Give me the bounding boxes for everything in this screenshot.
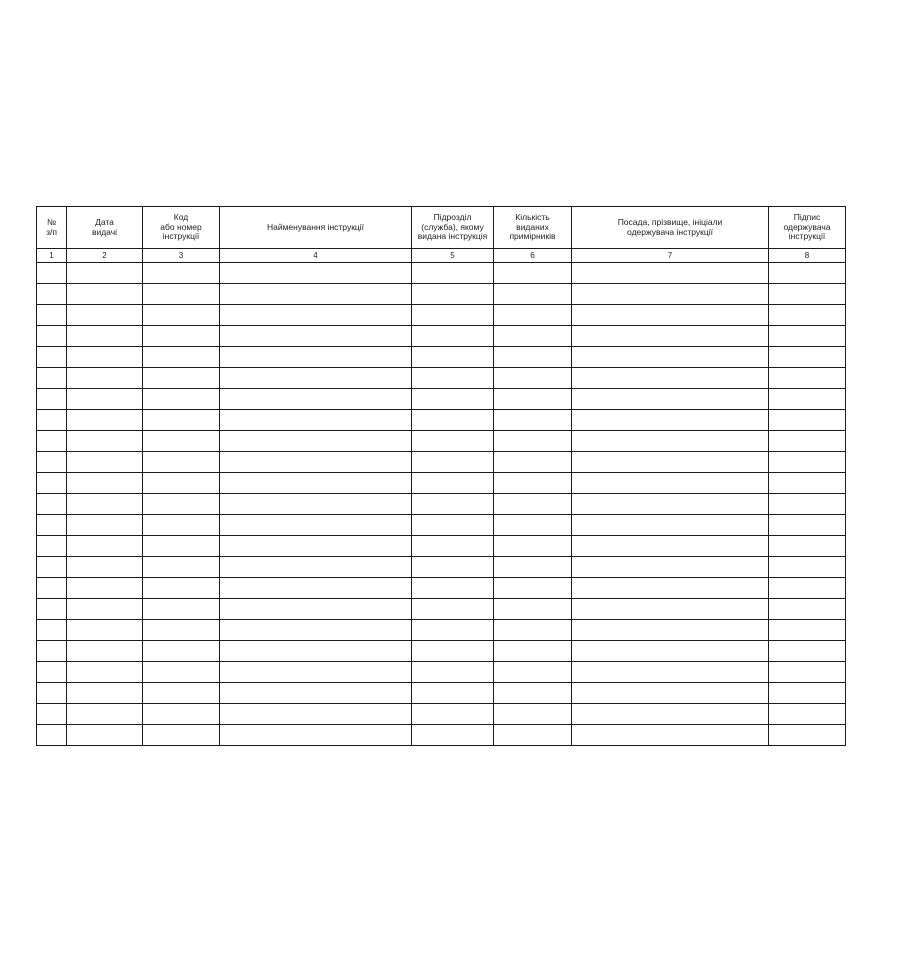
table-cell [572, 347, 769, 368]
table-cell [572, 704, 769, 725]
column-number: 7 [572, 249, 769, 263]
column-number: 5 [412, 249, 494, 263]
table-cell [494, 347, 572, 368]
table-cell [769, 284, 846, 305]
table-cell [769, 326, 846, 347]
table-cell [143, 284, 220, 305]
table-cell [769, 494, 846, 515]
table-cell [220, 683, 412, 704]
table-cell [143, 368, 220, 389]
table-cell [67, 452, 143, 473]
table-cell [412, 473, 494, 494]
table-cell [769, 410, 846, 431]
table-cell [37, 683, 67, 704]
table-cell [412, 683, 494, 704]
table-row [37, 389, 846, 410]
header-cell-instruction-name: Найменування інструкції [220, 207, 412, 249]
table-cell [769, 704, 846, 725]
table-row [37, 536, 846, 557]
column-number: 6 [494, 249, 572, 263]
table-cell [220, 305, 412, 326]
table-cell [37, 410, 67, 431]
table-cell [67, 662, 143, 683]
table-cell [572, 683, 769, 704]
table-cell [572, 473, 769, 494]
table-cell [572, 452, 769, 473]
table-cell [37, 305, 67, 326]
header-cell-copies-count: Кількість виданих примірників [494, 207, 572, 249]
table-row [37, 641, 846, 662]
table-cell [37, 641, 67, 662]
table-cell [220, 599, 412, 620]
table-cell [143, 641, 220, 662]
table-cell [143, 305, 220, 326]
table-row [37, 620, 846, 641]
table-cell [769, 599, 846, 620]
table-cell [412, 515, 494, 536]
column-number: 2 [67, 249, 143, 263]
table-cell [220, 662, 412, 683]
table-row [37, 347, 846, 368]
table-cell [143, 347, 220, 368]
table-cell [143, 683, 220, 704]
table-cell [37, 536, 67, 557]
table-cell [412, 536, 494, 557]
table-cell [220, 473, 412, 494]
table-cell [572, 284, 769, 305]
table-cell [412, 599, 494, 620]
table-cell [494, 410, 572, 431]
journal-sheet [36, 206, 846, 746]
table-cell [143, 410, 220, 431]
table-cell [37, 620, 67, 641]
table-cell [412, 368, 494, 389]
table-cell [220, 641, 412, 662]
table-cell [494, 263, 572, 284]
table-cell [37, 347, 67, 368]
table-cell [67, 515, 143, 536]
table-cell [143, 536, 220, 557]
table-cell [67, 368, 143, 389]
table-cell [769, 557, 846, 578]
table-cell [67, 410, 143, 431]
table-cell [769, 263, 846, 284]
header-cell-recipient: Посада, прізвище, ініціали одержувача інструкції [572, 207, 769, 249]
column-number: 4 [220, 249, 412, 263]
table-cell [37, 515, 67, 536]
table-cell [220, 494, 412, 515]
table-cell [412, 263, 494, 284]
header-cell-issue-date: Дата видачі [67, 207, 143, 249]
table-cell [494, 704, 572, 725]
table-row [37, 263, 846, 284]
table-cell [494, 578, 572, 599]
table-cell [572, 326, 769, 347]
table-cell [572, 410, 769, 431]
table-cell [220, 326, 412, 347]
table-cell [67, 599, 143, 620]
table-cell [494, 641, 572, 662]
table-cell [494, 599, 572, 620]
table-cell [220, 452, 412, 473]
table-cell [572, 305, 769, 326]
table-cell [67, 305, 143, 326]
table-cell [67, 536, 143, 557]
table-row [37, 326, 846, 347]
table-cell [769, 389, 846, 410]
table-cell [494, 725, 572, 746]
table-cell [412, 347, 494, 368]
table-cell [494, 494, 572, 515]
table-cell [67, 347, 143, 368]
table-cell [494, 683, 572, 704]
header-cell-department: Підрозділ (служба), якому видана інструкція [412, 207, 494, 249]
table-cell [143, 557, 220, 578]
table-cell [412, 662, 494, 683]
table-row [37, 662, 846, 683]
table-cell [769, 515, 846, 536]
table-cell [37, 704, 67, 725]
table-cell [412, 431, 494, 452]
table-cell [412, 578, 494, 599]
column-number: 8 [769, 249, 846, 263]
table-cell [143, 725, 220, 746]
table-cell [37, 452, 67, 473]
table-cell [412, 494, 494, 515]
table-cell [67, 620, 143, 641]
table-cell [769, 683, 846, 704]
table-cell [220, 515, 412, 536]
table-cell [67, 494, 143, 515]
table-cell [67, 641, 143, 662]
table-row [37, 284, 846, 305]
table-row [37, 515, 846, 536]
table-cell [769, 725, 846, 746]
table-cell [572, 641, 769, 662]
table-cell [220, 368, 412, 389]
table-cell [67, 473, 143, 494]
table-cell [494, 662, 572, 683]
table-cell [494, 620, 572, 641]
table-cell [494, 305, 572, 326]
table-body [37, 263, 846, 746]
table-cell [67, 326, 143, 347]
table-cell [143, 473, 220, 494]
column-number-row [37, 249, 846, 263]
table-row [37, 704, 846, 725]
table-cell [494, 515, 572, 536]
table-cell [572, 599, 769, 620]
table-cell [37, 557, 67, 578]
table-cell [220, 389, 412, 410]
table-cell [220, 263, 412, 284]
table-cell [769, 536, 846, 557]
table-cell [67, 284, 143, 305]
table-cell [143, 515, 220, 536]
table-cell [412, 641, 494, 662]
table-cell [494, 368, 572, 389]
table-cell [769, 620, 846, 641]
table-cell [143, 389, 220, 410]
table-cell [67, 578, 143, 599]
table-cell [67, 704, 143, 725]
table-cell [67, 557, 143, 578]
table-cell [572, 536, 769, 557]
table-cell [220, 557, 412, 578]
header-cell-number: № з/п [37, 207, 67, 249]
table-row [37, 410, 846, 431]
table-cell [37, 599, 67, 620]
table-row [37, 452, 846, 473]
table-cell [412, 452, 494, 473]
table-row [37, 599, 846, 620]
table-cell [494, 284, 572, 305]
table-cell [494, 389, 572, 410]
table-row [37, 368, 846, 389]
table-cell [37, 326, 67, 347]
table-cell [220, 620, 412, 641]
header-row [37, 207, 846, 249]
table-row [37, 431, 846, 452]
table-cell [143, 704, 220, 725]
table-cell [37, 263, 67, 284]
table-cell [37, 494, 67, 515]
table-cell [37, 389, 67, 410]
table-cell [37, 284, 67, 305]
table-cell [220, 578, 412, 599]
table-cell [572, 620, 769, 641]
table-cell [37, 473, 67, 494]
table-cell [572, 725, 769, 746]
table-cell [67, 431, 143, 452]
table-cell [143, 326, 220, 347]
table-row [37, 557, 846, 578]
table-cell [220, 725, 412, 746]
table-cell [37, 662, 67, 683]
table-cell [67, 683, 143, 704]
table-cell [412, 620, 494, 641]
table-cell [143, 431, 220, 452]
table-cell [494, 452, 572, 473]
table-cell [412, 410, 494, 431]
table-cell [572, 515, 769, 536]
table-cell [769, 368, 846, 389]
table-cell [769, 473, 846, 494]
column-number: 3 [143, 249, 220, 263]
header-cell-signature: Підпис одержувача інструкції [769, 207, 846, 249]
table-cell [143, 662, 220, 683]
table-cell [572, 263, 769, 284]
table-cell [494, 326, 572, 347]
table-row [37, 494, 846, 515]
table-cell [67, 389, 143, 410]
table-cell [412, 557, 494, 578]
header-cell-instruction-code: Код або номер інструкції [143, 207, 220, 249]
table-row [37, 683, 846, 704]
table-cell [37, 725, 67, 746]
table-cell [143, 578, 220, 599]
table-cell [769, 662, 846, 683]
table-cell [220, 704, 412, 725]
table-cell [220, 347, 412, 368]
table-cell [37, 431, 67, 452]
table-cell [412, 704, 494, 725]
table-cell [412, 305, 494, 326]
column-number: 1 [37, 249, 67, 263]
table-cell [143, 620, 220, 641]
table-cell [37, 578, 67, 599]
table-cell [769, 641, 846, 662]
table-cell [572, 431, 769, 452]
table-cell [769, 431, 846, 452]
table-cell [412, 725, 494, 746]
table-row [37, 725, 846, 746]
table-cell [494, 473, 572, 494]
table-cell [412, 284, 494, 305]
table-row [37, 578, 846, 599]
table-cell [143, 263, 220, 284]
table-cell [572, 557, 769, 578]
table-cell [769, 578, 846, 599]
table-cell [572, 662, 769, 683]
table-cell [412, 326, 494, 347]
table-cell [220, 284, 412, 305]
table-cell [143, 494, 220, 515]
table-cell [769, 347, 846, 368]
table-cell [143, 452, 220, 473]
table-row [37, 473, 846, 494]
table-cell [67, 263, 143, 284]
table-cell [37, 368, 67, 389]
table-row [37, 305, 846, 326]
table-cell [494, 557, 572, 578]
table-cell [143, 599, 220, 620]
table-cell [572, 389, 769, 410]
table-cell [220, 431, 412, 452]
table-cell [572, 578, 769, 599]
table-cell [572, 368, 769, 389]
table-cell [769, 305, 846, 326]
table-cell [494, 536, 572, 557]
table-cell [769, 452, 846, 473]
table-cell [412, 389, 494, 410]
table-cell [572, 494, 769, 515]
table-cell [494, 431, 572, 452]
instruction-issuance-table [36, 206, 846, 746]
table-cell [220, 410, 412, 431]
table-cell [220, 536, 412, 557]
table-cell [67, 725, 143, 746]
